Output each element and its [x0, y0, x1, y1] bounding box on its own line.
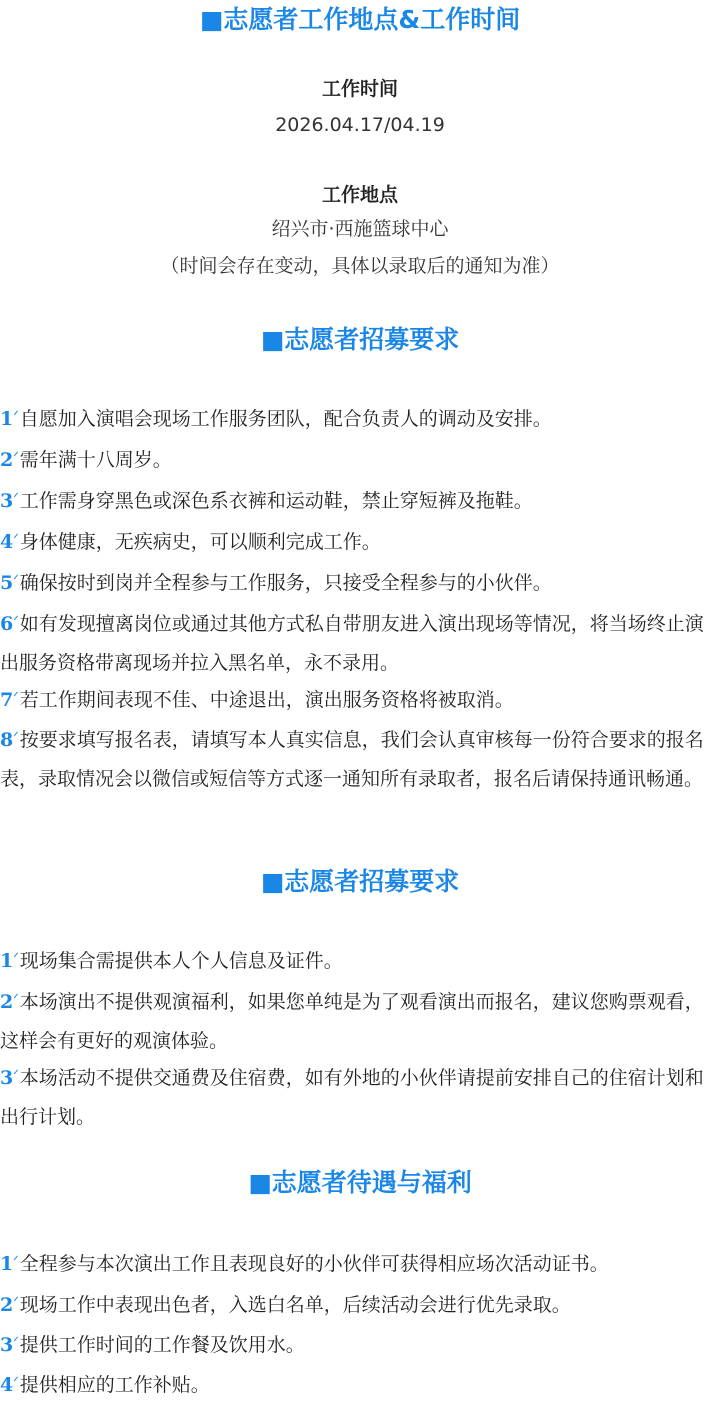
- requirement-item-6: [0, 602, 720, 683]
- requirement-2-item-2: [0, 980, 720, 1061]
- item-text: 现场集合需提供本人个人信息及证件。: [19, 950, 343, 972]
- item-number: 1: [0, 950, 14, 972]
- tick-mark-icon: ᐟ: [13, 730, 19, 745]
- section-title-requirements-2: ■志愿者招募要求: [260, 867, 460, 896]
- tick-mark-icon: ᐟ: [13, 573, 19, 588]
- section-title-work: ■志愿者工作地点&工作时间: [199, 5, 521, 34]
- item-number: 3: [0, 1067, 14, 1089]
- item-number: 2: [0, 1294, 14, 1316]
- item-text: 身体健康，无疾病史，可以顺利完成工作。: [19, 531, 381, 553]
- item-number: 7: [0, 689, 14, 711]
- item-number: 3: [0, 490, 14, 512]
- tick-mark-icon: ᐟ: [13, 1335, 19, 1350]
- item-number: 8: [0, 729, 14, 751]
- item-text: 如有发现擅离岗位或通过其他方式私自带朋友进入演出现场等情况，将当场终止演出服务资格带离现场并拉入黑名单，永不录用。: [0, 613, 704, 674]
- requirement-item-7: [0, 678, 720, 720]
- item-text: 工作需身穿黑色或深色系衣裤和运动鞋，禁止穿短裤及拖鞋。: [19, 490, 533, 512]
- tick-mark-icon: ᐟ: [13, 690, 19, 705]
- tick-mark-icon: ᐟ: [13, 491, 19, 506]
- item-text: 提供工作时间的工作餐及饮用水。: [19, 1334, 305, 1356]
- item-text: 需年满十八周岁。: [19, 449, 172, 471]
- tick-mark-icon: ᐟ: [13, 951, 19, 966]
- tick-mark-icon: ᐟ: [13, 450, 19, 465]
- section-title-benefits: ■志愿者待遇与福利: [248, 1168, 472, 1197]
- benefit-item-2: [0, 1283, 720, 1325]
- tick-mark-icon: ᐟ: [13, 532, 19, 547]
- tick-mark-icon: ᐟ: [13, 1068, 19, 1083]
- item-number: 4: [0, 1374, 14, 1396]
- section-title-requirements: ■志愿者招募要求: [260, 325, 460, 354]
- item-text: 全程参与本次演出工作且表现良好的小伙伴可获得相应场次活动证书。: [19, 1253, 609, 1275]
- tick-mark-icon: ᐟ: [13, 992, 19, 1007]
- item-number: 3: [0, 1334, 14, 1356]
- item-text: 提供相应的工作补贴。: [19, 1374, 210, 1396]
- item-text: 现场工作中表现出色者，入选白名单，后续活动会进行优先录取。: [19, 1294, 571, 1316]
- requirement-item-3: [0, 479, 720, 521]
- item-text: 本场活动不提供交通费及住宿费，如有外地的小伙伴请提前安排自己的住宿计划和出行计划。: [0, 1067, 704, 1128]
- item-number: 4: [0, 531, 14, 553]
- requirement-item-5: [0, 561, 720, 603]
- benefit-item-4: [0, 1363, 720, 1405]
- item-text: 本场演出不提供观演福利，如果您单纯是为了观看演出而报名，建议您购票观看，这样会有更好的观演体验。: [0, 991, 704, 1052]
- work-place-value: 绍兴市·西施篮球中心: [271, 218, 449, 240]
- work-place-label: 工作地点: [321, 184, 398, 206]
- item-number: 6: [0, 613, 14, 635]
- item-number: 1: [0, 1253, 14, 1275]
- requirement-2-item-3: [0, 1056, 720, 1137]
- requirement-item-4: [0, 520, 720, 562]
- item-number: 1: [0, 408, 14, 430]
- item-number: 2: [0, 991, 14, 1013]
- work-time-note: （时间会存在变动，具体以录取后的通知为准）: [160, 255, 560, 277]
- item-text: 自愿加入演唱会现场工作服务团队，配合负责人的调动及安排。: [19, 408, 552, 430]
- item-number: 5: [0, 572, 14, 594]
- item-text: 按要求填写报名表，请填写本人真实信息，我们会认真审核每一份符合要求的报名表，录取情况会以微信或短信等方式逐一通知所有录取者，报名后请保持通讯畅通。: [0, 729, 704, 790]
- tick-mark-icon: ᐟ: [13, 614, 19, 629]
- tick-mark-icon: ᐟ: [13, 1254, 19, 1269]
- work-time-value: 2026.04.17/04.19: [275, 114, 445, 136]
- item-number: 2: [0, 449, 14, 471]
- requirement-item-1: [0, 397, 720, 439]
- item-text: 若工作期间表现不佳、中途退出，演出服务资格将被取消。: [19, 689, 514, 711]
- tick-mark-icon: ᐟ: [13, 409, 19, 424]
- item-text: 确保按时到岗并全程参与工作服务，只接受全程参与的小伙伴。: [19, 572, 552, 594]
- requirement-item-8: [0, 718, 720, 799]
- tick-mark-icon: ᐟ: [13, 1295, 19, 1310]
- work-time-label: 工作时间: [321, 78, 398, 100]
- requirement-2-item-1: [0, 939, 720, 981]
- requirement-item-2: [0, 438, 720, 480]
- benefit-item-1: [0, 1242, 720, 1284]
- tick-mark-icon: ᐟ: [13, 1375, 19, 1390]
- benefit-item-3: [0, 1323, 720, 1365]
